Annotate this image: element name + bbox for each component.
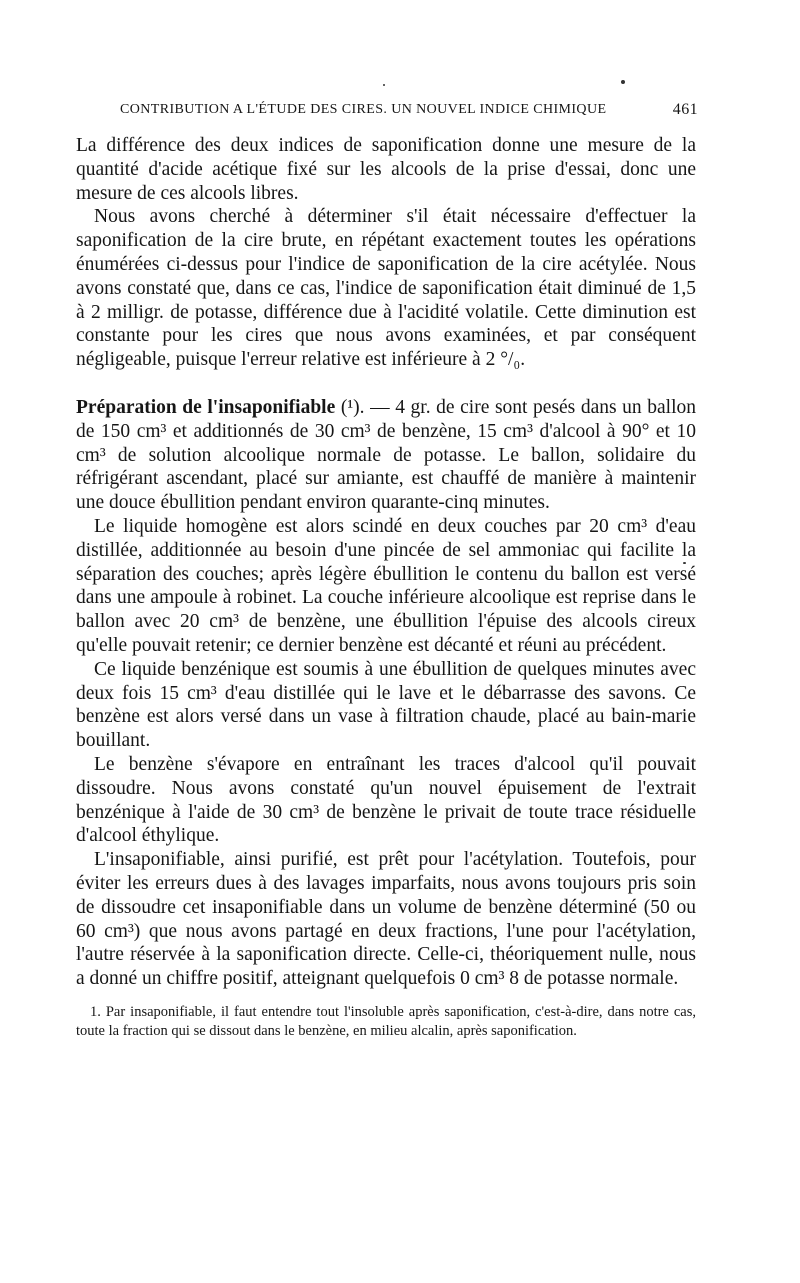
paragraph: Le benzène s'évapore en entraînant les traces d'alcool qu'il pouvait dissoudre. Nous avons constaté qu'un nouvel épuisement de l'extrait benzénique à l'aide de 30 cm³ de benzène le privait de toute trace résiduelle d'alcool éthylique. <box>76 753 696 847</box>
paragraph: Ce liquide benzénique est soumis à une ébullition de quelques minutes avec deux fois 15 cm³ d'eau distillée qui le lave et le débarrasse des savons. Ce benzène est alors versé dans un vase à filtration chaude, placé au bain-marie bouillant. <box>76 658 696 752</box>
book-page <box>76 96 696 1041</box>
paragraph: L'insaponifiable, ainsi purifié, est prêt pour l'acétylation. Toutefois, pour éviter les erreurs dues à des lavages imparfaits, nous avons toujours pris soin de dissoudre cet insaponifiable dans un volume de benzène déterminé (50 ou 60 cm³) que nous avons partagé en deux fractions, l'une pour l'acétylation, l'autre réservée à la saponification directe. Celle-ci, théoriquement nulle, nous a donné un chiffre positif, atteignant quelquefois 0 cm³ 8 de potasse normale. <box>76 849 696 990</box>
body-text <box>76 134 696 991</box>
footnote-reference: (¹). <box>340 396 365 418</box>
section-paragraph <box>76 396 696 515</box>
section-title: Préparation de l'insaponifiable <box>76 396 336 418</box>
paragraph: La différence des deux indices de saponification donne une mesure de la quantité d'acide acétique fixé sur les alcools de la prise d'essai, donc une mesure de ces alcools libres. <box>76 135 696 204</box>
page-number: 461 <box>672 101 698 118</box>
running-header <box>76 96 696 122</box>
print-speck <box>383 84 385 86</box>
running-title: CONTRIBUTION A L'ÉTUDE DES CIRES. UN NOUVEL INDICE CHIMIQUE <box>120 102 607 117</box>
section-text: — 4 gr. de cire sont pesés dans un ballon de 150 cm³ et additionnés de 30 cm³ de benzène, 15 cm³ d'alcool à 90° et 10 cm³ de solution alcoolique normale de potasse. Le ballon, solidaire du réfrigérant ascendant, placé sur amiante, est chauffé de manière à maintenir une douce ébullition pendant environ quarante-cinq minutes. <box>76 396 696 514</box>
paragraph: Le liquide homogène est alors scindé en deux couches par 20 cm³ d'eau distillée, additionnée au besoin d'une pincée de sel ammoniac qui facilite la séparation des couches; après légère ébullition le contenu du ballon est versé dans une ampoule à robinet. La couche inférieure alcoolique est reprise dans le ballon avec 20 cm³ de benzène, une ébullition l'épuise des alcools cireux qu'elle pouvait retenir; ce dernier benzène est décanté et réuni au précédent. <box>76 515 696 656</box>
footnote: 1. Par insaponifiable, il faut entendre tout l'insoluble après saponification, c'est-à-dire, dans notre cas, toute la fraction qui se dissout dans le benzène, en milieu alcalin, après saponification. <box>76 1003 696 1039</box>
print-speck <box>621 80 625 84</box>
paragraph: Nous avons cherché à déterminer s'il était nécessaire d'effectuer la saponification de la cire brute, en répétant exactement toutes les opérations énumérées ci-dessus pour l'indice de saponification de la cire acétylée. Nous avons constaté que, dans ce cas, l'indice de saponification était diminué de 1,5 à 2 milligr. de potasse, différence due à l'acidité volatile. Cette diminution est constante pour les cires que nous avons examinées, et par conséquent négligeable, puisque l'erreur relative est inférieure à 2 °/₀. <box>76 206 696 371</box>
